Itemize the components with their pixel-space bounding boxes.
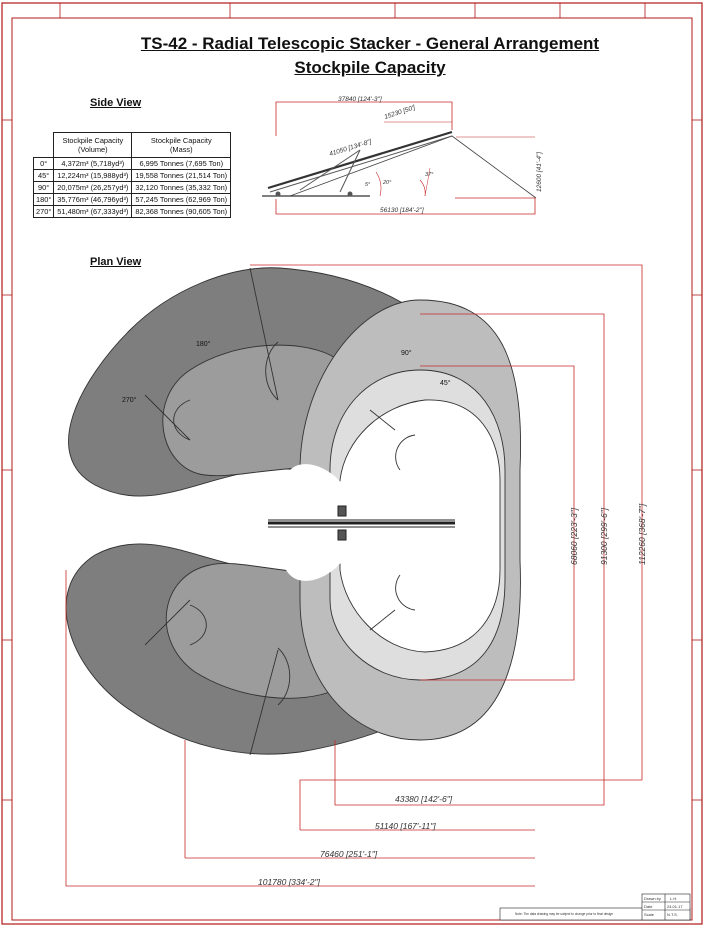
table-row [34, 158, 231, 170]
sector-label-90: 90° [401, 350, 412, 357]
row-mass: 6,995 Tonnes (7,695 Ton) [132, 158, 231, 170]
drawn-by-value: L.H. [670, 896, 678, 901]
header-volume-line2: (Volume) [78, 145, 108, 154]
table-row [34, 182, 231, 194]
plan-view-drawing [66, 268, 521, 755]
side-dim-telescope: 15230 [50'] [383, 104, 417, 121]
date-value: 24.01.17 [667, 904, 683, 909]
dim-51140: 51140 [167'-11"] [375, 821, 436, 831]
side-view-drawing [262, 102, 536, 214]
title-block [500, 894, 690, 920]
dim-43380: 43380 [142'-6"] [395, 794, 453, 804]
scale-label: Scale [644, 912, 655, 917]
table-row [34, 194, 231, 206]
table-header-mass [132, 133, 231, 158]
side-angle-small: 5° [365, 182, 371, 188]
row-angle: 90° [34, 182, 54, 194]
scale-value: N.T.S. [667, 912, 678, 917]
dim-68060: 68060 [223'-3"] [569, 507, 579, 565]
dim-112260: 112260 [368'-7"] [637, 503, 647, 565]
dim-101780: 101780 [334'-2"] [258, 877, 320, 887]
page-title: TS-42 - Radial Telescopic Stacker - General Arrangement [140, 34, 600, 53]
row-volume: 20,075m³ (26,257yd³) [54, 182, 132, 194]
sector-label-180: 180° [196, 341, 211, 348]
row-mass: 19,558 Tonnes (21,514 Ton) [132, 170, 231, 182]
table-corner [34, 133, 54, 158]
stockpile-capacity-table [33, 132, 231, 218]
table-row [34, 170, 231, 182]
row-angle: 270° [34, 206, 54, 218]
sector-label-45: 45° [440, 380, 451, 387]
side-dim-boom: 41050 [134'-8"] [328, 138, 373, 158]
row-volume: 51,480m³ (67,333yd³) [54, 206, 132, 218]
header-mass-line1: Stockpile Capacity [150, 136, 212, 145]
table-header-volume [54, 133, 132, 158]
row-mass: 57,245 Tonnes (62,969 Ton) [132, 194, 231, 206]
date-label: Date [644, 904, 653, 909]
drawn-by-label: Drawn by [644, 896, 661, 901]
row-angle: 45° [34, 170, 54, 182]
row-angle: 180° [34, 194, 54, 206]
row-mass: 32,120 Tonnes (35,332 Ton) [132, 182, 231, 194]
side-dim-height: 12600 [41'-4"] [536, 151, 543, 192]
dim-91300: 91300 [299'-6"] [599, 507, 609, 565]
plan-view-label: Plan View [90, 256, 142, 268]
row-angle: 0° [34, 158, 54, 170]
plan-zone-0 [340, 400, 500, 652]
header-mass-line2: (Mass) [169, 145, 193, 154]
side-pile-outline [290, 136, 536, 198]
table-row [34, 206, 231, 218]
side-angle-pile: 37° [425, 172, 434, 178]
side-angle-boom: 20° [383, 180, 392, 186]
side-dim-base: 56130 [184'-2"] [380, 207, 424, 214]
title-block-note: Note: The data drawing may be subject to change prior to final design [515, 912, 614, 916]
row-mass: 82,368 Tonnes (90,605 Ton) [132, 206, 231, 218]
side-dim-overall-top: 37840 [124'-3"] [338, 96, 382, 103]
page-subtitle: Stockpile Capacity [294, 58, 446, 77]
row-volume: 4,372m³ (5,718yd³) [54, 158, 132, 170]
row-volume: 12,224m³ (15,988yd³) [54, 170, 132, 182]
side-view-label: Side View [90, 97, 142, 109]
dim-76460: 76460 [251'-1"] [320, 849, 378, 859]
header-volume-line1: Stockpile Capacity [62, 136, 124, 145]
sector-label-270: 270° [122, 397, 137, 404]
side-boom [268, 132, 452, 188]
row-volume: 35,776m³ (46,796yd³) [54, 194, 132, 206]
